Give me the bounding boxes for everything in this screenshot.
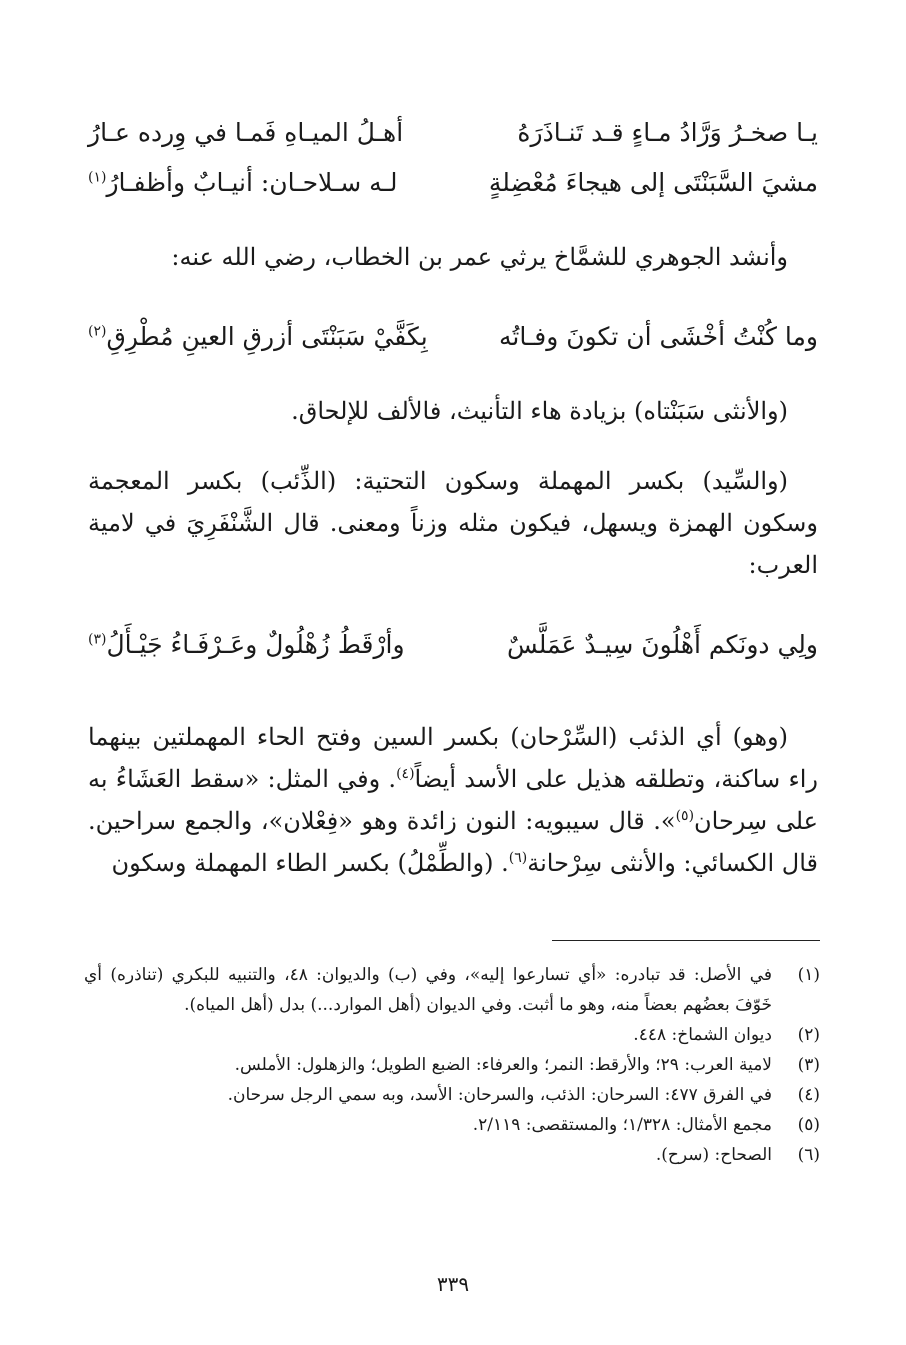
paragraph-3-text: (والسِّيد) بكسر المهملة وسكون التحتية: (الذِّئب) بكسر المعجمة وسكون الهمزة ويسهل، فيكون مثله وزناً ومعنى. قال الشَّنْفَرِيَ في لامية العرب: <box>88 467 818 579</box>
footnote-5-number: (٥) <box>797 1115 820 1135</box>
paragraph-2-text: (والأنثى سَبَنْتاه) بزيادة هاء التأنيث، فالألف للإلحاق. <box>291 397 788 425</box>
paragraph-4-part-d: . (والطِّمْلُ) بكسر الطاء المهملة وسكون <box>111 849 509 877</box>
verse-3-first-hemistich: وما كُنْتُ أخْشَى أن تكونَ وفـاتُه <box>498 322 818 351</box>
verse-1-first-hemistich: يـا صخـرُ وَرَّادُ مـاءٍ قـد تَنـاذَرَهُ <box>517 118 818 147</box>
footnote-4 <box>84 1080 820 1110</box>
verse-3-second-text: بِكَفَّيْ سَبَنْتَى أزرقِ العينِ مُطْرِقِ <box>106 322 428 351</box>
footnote-ref-1[interactable]: (١) <box>88 169 107 186</box>
footnote-ref-3[interactable]: (٣) <box>88 631 107 648</box>
footnote-2-text: ديوان الشماخ: ٤٤٨. <box>633 1025 772 1045</box>
footnote-5 <box>84 1110 820 1140</box>
footnote-3-number: (٣) <box>797 1055 820 1075</box>
footnote-2 <box>84 1020 820 1050</box>
paragraph-4-part-c: ». قال سيبويه: النون زائدة وهو «فِعْلان»، والجمع سراحين. قال الكسائي: والأنثى سِرْحانة <box>88 807 818 877</box>
paragraph-4-part-b: . وفي المثل: «سقط العَشَاءُ به على سِرحان <box>88 765 818 835</box>
footnote-3-text: لامية العرب: ٢٩؛ والأرقط: النمر؛ والعرفاء: الضبع الطويل؛ والزهلول: الأملس. <box>234 1055 772 1075</box>
footnote-4-text: في الفرق ٤٧٧: السرحان: الذئب، والسرحان: الأسد، وبه سمي الرجل سرحان. <box>227 1085 772 1105</box>
paragraph-4-part-a: (وهو) أي الذئب (السِّرْحان) بكسر السين وفتح الحاء المهملتين بينهما راء ساكنة، وتطلقه هذيل على الأسد أيضاً <box>88 723 819 793</box>
footnotes <box>84 960 820 1170</box>
verse-1-second-hemistich: أهـلُ الميـاهِ فَمـا في وِرده عـارُ <box>88 118 404 147</box>
paragraph-intro-shammakh <box>88 236 818 278</box>
footnote-1 <box>84 960 820 1020</box>
verse-line-2 <box>88 166 818 200</box>
footnote-ref-4[interactable]: (٤) <box>396 766 415 782</box>
footnote-ref-6[interactable]: (٦) <box>508 850 528 866</box>
footnote-6-text: الصحاح: (سرح). <box>655 1145 772 1165</box>
verse-4-second-text: وأرْقَطُ زُهْلُولٌ وعَـرْفَـاءُ جَيْـأَلُ <box>106 630 405 659</box>
paragraph-sirhan <box>88 716 818 884</box>
verse-line-1 <box>88 116 818 150</box>
verse-line-4 <box>88 628 818 662</box>
footnote-6 <box>84 1140 820 1170</box>
verse-4-first-hemistich: ولِي دونَكم أَهْلُونَ سِيـدٌ عَمَلَّسٌ <box>506 630 818 659</box>
verse-3-second-hemistich <box>88 320 428 354</box>
footnote-ref-5[interactable]: (٥) <box>675 808 695 824</box>
footnote-ref-2[interactable]: (٢) <box>88 323 107 340</box>
page-number: ٣٣٩ <box>436 1272 470 1296</box>
paragraph-1-text: وأنشد الجوهري للشمَّاخ يرثي عمر بن الخطاب، رضي الله عنه: <box>171 243 788 271</box>
verse-2-second-text: لـه سـلاحـان: أنيـابٌ وأظفـارُ <box>106 168 398 197</box>
footnote-5-text: مجمع الأمثال: ١/٣٢٨؛ والمستقصى: ٢/١١٩. <box>472 1115 772 1135</box>
paragraph-4-text <box>88 716 818 884</box>
verse-line-3 <box>88 320 818 354</box>
verse-4-second-hemistich <box>88 628 405 662</box>
verse-2-second-hemistich <box>88 166 398 200</box>
paragraph-sid <box>88 460 818 586</box>
footnote-1-text: في الأصل: قد تبادره: «أي تسارعوا إليه»، وفي (ب) والديوان: ٤٨، والتنبيه للبكري (تناذره) أي خَوّفَ بعضُهم بعضاً منه، وهو ما أثبت. وفي الديوان (أهل الموارد...) بدل (أهل المياه). <box>84 965 773 1015</box>
verse-2-first-hemistich: مشيَ السَّبَنْتَى إلى هيجاءَ مُعْضِلةٍ <box>488 168 818 197</box>
footnote-2-number: (٢) <box>797 1025 820 1045</box>
footnote-separator <box>552 940 820 941</box>
footnote-1-number: (١) <box>797 965 820 985</box>
footnote-4-number: (٤) <box>797 1085 820 1105</box>
footnote-6-number: (٦) <box>797 1145 820 1165</box>
footnote-3 <box>84 1050 820 1080</box>
paragraph-sabanta <box>88 390 818 432</box>
